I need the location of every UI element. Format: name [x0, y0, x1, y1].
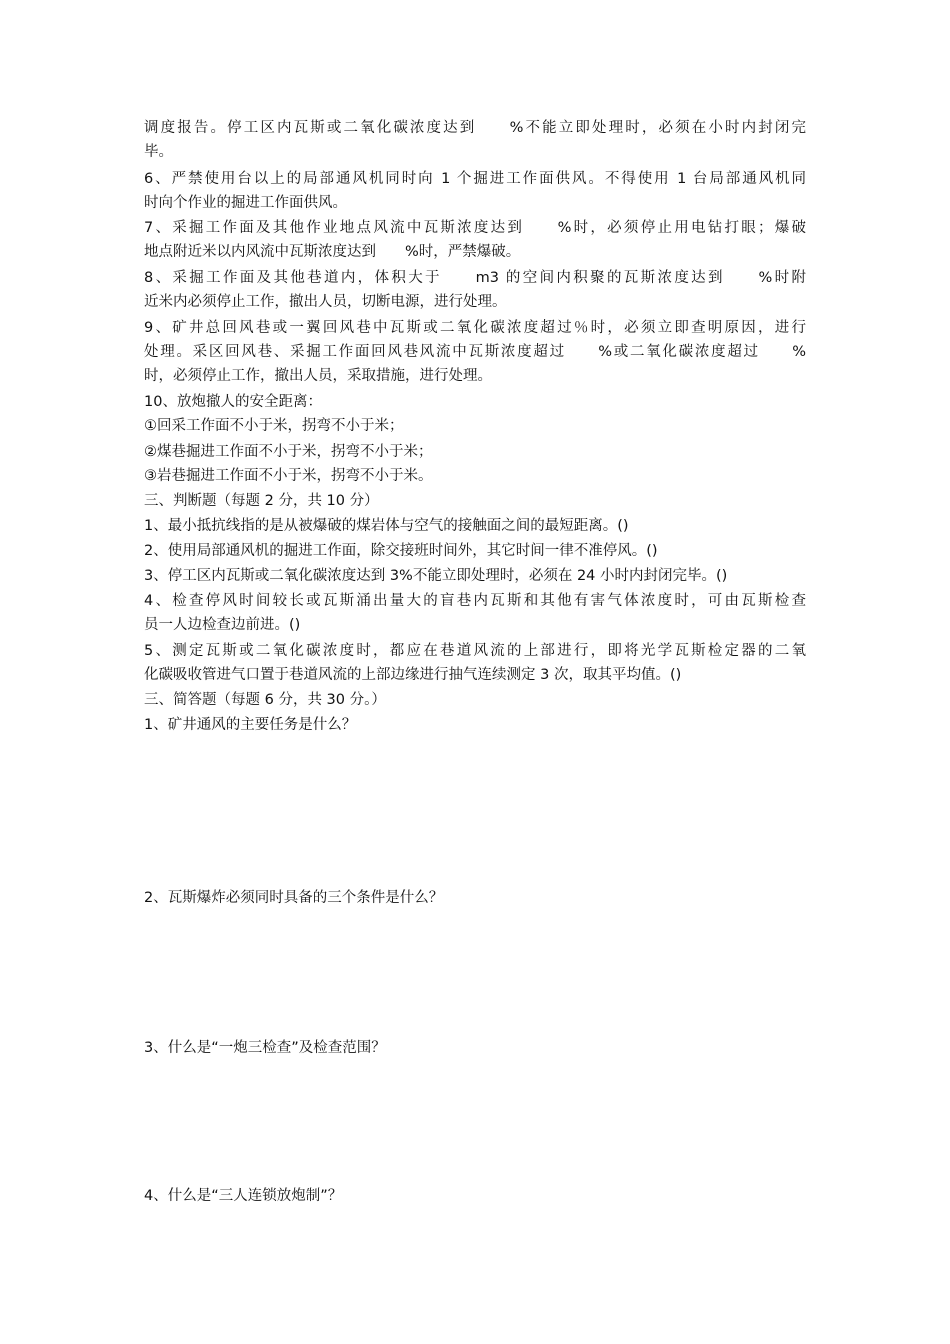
text-line: 近米内必须停止工作，撤出人员，切断电源，进行处理。 — [144, 294, 507, 310]
text-line: ③岩巷掘进工作面不小于米，拐弯不小于米。 — [144, 468, 433, 484]
text-line: 调度报告。停工区内瓦斯或二氧化碳浓度达到 %不能立即处理时，必须在小时内封闭完 — [144, 120, 806, 136]
text-line: ②煤巷掘进工作面不小于米，拐弯不小于米； — [144, 444, 433, 460]
text-line: 7、采掘工作面及其他作业地点风流中瓦斯浓度达到 %时，必须停止用电钻打眼；爆破 — [144, 220, 806, 236]
text-line: 地点附近米以内风流中瓦斯浓度达到 %时，严禁爆破。 — [144, 244, 521, 260]
text-line: 时向个作业的掘进工作面供风。 — [144, 195, 347, 211]
question-item: 1、最小抵抗线指的是从被爆破的煤岩体与空气的接触面之间的最短距离。() — [144, 518, 629, 534]
text-line: 毕。 — [144, 144, 173, 160]
question-item: 5、测定瓦斯或二氧化碳浓度时，都应在巷道风流的上部进行，即将光学瓦斯检定器的二氧 — [144, 643, 806, 659]
question-item: 2、使用局部通风机的掘进工作面，除交接班时间外，其它时间一律不准停风。() — [144, 543, 658, 559]
text-line: 9、矿井总回风巷或一翼回风巷中瓦斯或二氧化碳浓度超过％时，必须立即查明原因，进行 — [144, 320, 806, 336]
text-line: 6、严禁使用台以上的局部通风机同时向 1 个掘进工作面供风。不得使用 1 台局部通风机同 — [144, 171, 806, 187]
question-item: 3、停工区内瓦斯或二氧化碳浓度达到 3%不能立即处理时，必须在 24 小时内封闭完毕。() — [144, 568, 728, 584]
section-heading: 三、判断题（每题 2 分，共 10 分） — [144, 493, 379, 509]
text-line: 10、放炮撤人的安全距离： — [144, 394, 322, 410]
text-line: 处理。采区回风巷、采掘工作面回风巷风流中瓦斯浓度超过 %或二氧化碳浓度超过 % — [144, 344, 806, 360]
text-line: 时，必须停止工作，撤出人员，采取措施，进行处理。 — [144, 368, 492, 384]
text-line: ①回采工作面不小于米，拐弯不小于米； — [144, 418, 404, 434]
question-item: 1、矿井通风的主要任务是什么？ — [144, 717, 357, 733]
question-item: 4、检查停风时间较长或瓦斯涌出量大的盲巷内瓦斯和其他有害气体浓度时，可由瓦斯检查 — [144, 593, 806, 609]
question-item: 4、什么是“三人连锁放炮制”？ — [144, 1188, 343, 1204]
section-heading: 三、简答题（每题 6 分，共 30 分。） — [144, 692, 386, 708]
question-item: 2、瓦斯爆炸必须同时具备的三个条件是什么？ — [144, 890, 444, 906]
question-item: 3、什么是“一炮三检查”及检查范围？ — [144, 1040, 386, 1056]
text-line: 化碳吸收管进气口置于巷道风流的上部边缘进行抽气连续测定 3 次，取其平均值。() — [144, 667, 682, 683]
text-line: 8、采掘工作面及其他巷道内，体积大于 m3 的空间内积聚的瓦斯浓度达到 %时附 — [144, 270, 806, 286]
text-line: 员一人边检查边前进。() — [144, 617, 301, 633]
